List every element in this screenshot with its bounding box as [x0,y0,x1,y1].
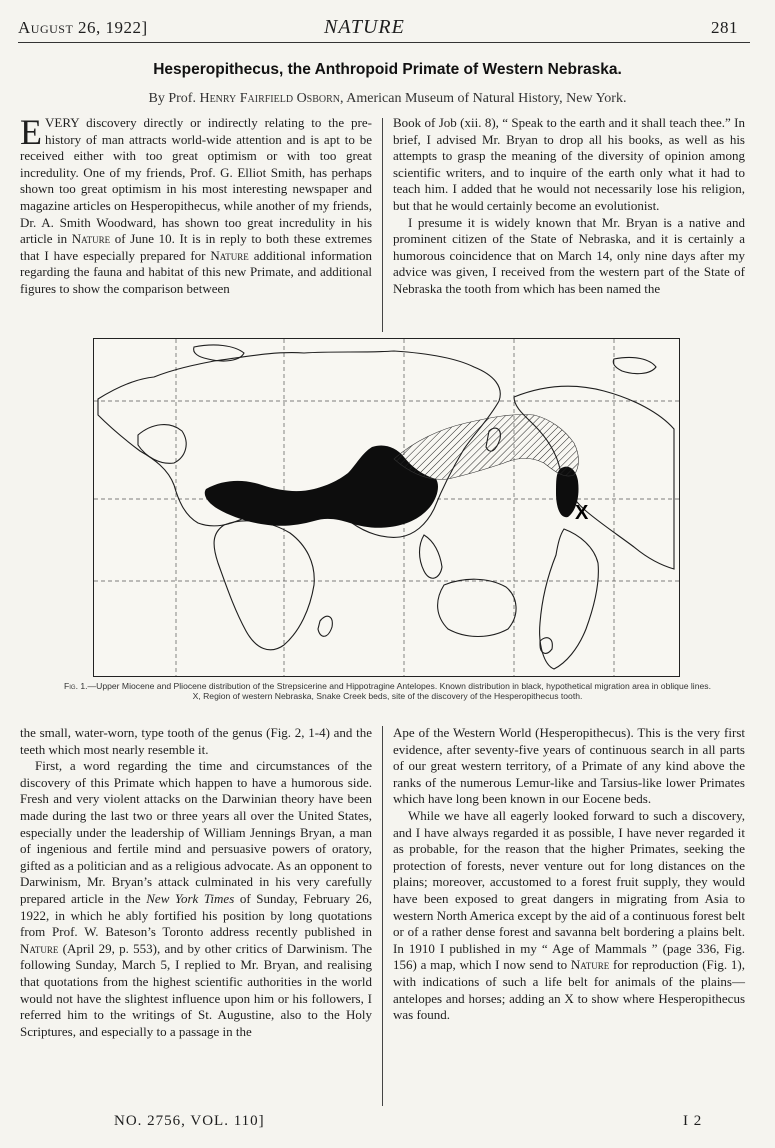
text-run: additional information regarding the fauna and habitat of this new Primate, and additional figures to show the comparison between [20,247,372,296]
caption-line-2: X, Region of western Nebraska, Snake Creek beds, site of the discovery of the Hesperopithecus tooth. [192,691,583,702]
journal-name: Nature [71,231,111,247]
header-date: August 26, 1922] [18,18,148,37]
author-affiliation: , American Museum of Natural History, New York. [340,91,627,106]
article-title: Hesperopithecus, the Anthropoid Primate of Western Nebraska. [153,61,622,78]
article-byline [0,91,775,107]
caption-label: Fig. 1. [64,681,88,691]
paragraph: Ape of the Western World (Hesperopithecus). This is the very first evidence, after seventy-five years of continuous search in all parts of our great western territory, of a Primate of any kind above the ranks of the numerous Lemur-like and Tarsius-like lower Primates which have long been known in our Eocene beds. [393,725,745,807]
figure-caption [60,681,715,702]
hypothetical-migration-hatched [394,414,579,479]
header-page-number: 281 [711,18,738,37]
column-left-top [20,112,372,298]
paragraph [20,112,372,298]
column-left-bottom [20,725,372,1040]
discovery-site-marker: X [575,502,589,524]
column-divider [382,726,383,1106]
running-header [18,14,738,40]
footer-signature: I 2 [683,1113,703,1129]
column-divider [382,118,383,332]
column-right-bottom [393,725,745,1024]
author-name: Henry Fairfield Osborn [199,91,341,106]
byline-prefix: By Prof. [148,91,196,106]
text-run: of June 10. It is in reply to both these extremes that I have especially prepared for [20,231,372,263]
paragraph [20,758,372,1040]
paragraph [393,808,745,1024]
figure-map [93,338,680,677]
text-run: VERY discovery directly or indirectly relating to the pre-history of man attracts world-wide attention and is apt to be received either with too great optimism or with too great incredulity. One of my friends, Prof. G. Elliot Smith, has perhaps shown too great optimism in his most interesting newspaper and magazine articles on Hesperopithecus, while another of my friends, Dr. A. Smith Woodward, has shown too great incredulity in his article in [20,115,372,247]
header-rule [18,42,750,43]
caption-text: —Upper Miocene and Pliocene distribution of the Strepsicerine and Hippotragine Antelopes. Known distribution in black, hypothetical migration area in oblique lines. [87,681,711,691]
journal-name: Nature [20,940,59,956]
journal-name: Nature [570,957,610,973]
newspaper-name: New York Times [146,890,235,906]
header-journal: NATURE [324,16,405,38]
text-run: for reproduction (Fig. 1), with indications of such a life belt for animals of the plains—antelopes and horses; adding an X to show where Hesperopithecus was found. [393,957,745,1023]
drop-cap: E [20,112,42,152]
paragraph: Book of Job (xii. 8), “ Speak to the earth and it shall teach thee.” In brief, I advised Mr. Bryan to drop all his books, as well as his attempts to grasp the meaning of the diversity of opinion among scientific writers, and to inquire of the earth only what it had to teach him. I added that he would not necessarily lose his religion, but that he would certainly become an evolutionist. [393,115,745,213]
text-run: While we have all eagerly looked forward to such a discovery, and I have always regarded it as possible, I have never regarded it as probable, for the reason that the higher Primates, seeking the protection of forests, never venture out for long distances on the plains; moreover, accustomed to a forest fruit supply, they would have been exposed to great dangers in migrating from Asia to western North America except by the aid of a continuous forest belt or of a rather dense forest and savanna belt bordering a plains belt. In 1910 I published in my “ Age of Mammals ” (page 336, Fig. 156) a map, which I now send to [393,807,745,973]
paragraph: I presume it is widely known that Mr. Bryan is a native and prominent citizen of the State of Nebraska, and it is certainly a humorous coincidence that on March 14, only nine days after my advice was given, I received from the western part of the State of Nebraska the tooth from which has been named the [393,214,745,296]
world-map-svg [94,339,679,676]
journal-name: Nature [210,247,249,263]
text-run: (April 29, p. 553), and by other critics of Darwinism. The following Sunday, March 5, I replied to Mr. Bryan, and realising that quotations from the highest scientific authorities in the world would not have the slightest influence upon him or his followers, I referred him to the writings of St. Augustine, also to the Holy Scriptures, and especially to a passage in the [20,940,372,1039]
column-right-top [393,115,745,298]
footer-issue: NO. 2756, VOL. 110] [114,1113,265,1129]
paragraph: the small, water-worn, type tooth of the genus (Fig. 2, 1-4) and the teeth which most nearly resemble it. [20,725,372,757]
text-run: of Sunday, February 26, 1922, in which he ably fortified his position by long quotations from Prof. W. Bateson’s Toronto address recently published in [20,890,372,940]
text-run: First, a word regarding the time and circumstances of the discovery of this Primate which happen to have a humorous side. Fresh and very violent attacks on the Darwinian theory have been made during the last two or three years all over the United States, especially under the leadership of William Jennings Bryan, a man of ingenious and fertile mind and persuasive powers of oratory, gifted as a politician and as a religious advocate. As an opponent to Darwinism, Mr. Bryan’s attack culminated in his very carefully prepared article in the [20,758,372,906]
